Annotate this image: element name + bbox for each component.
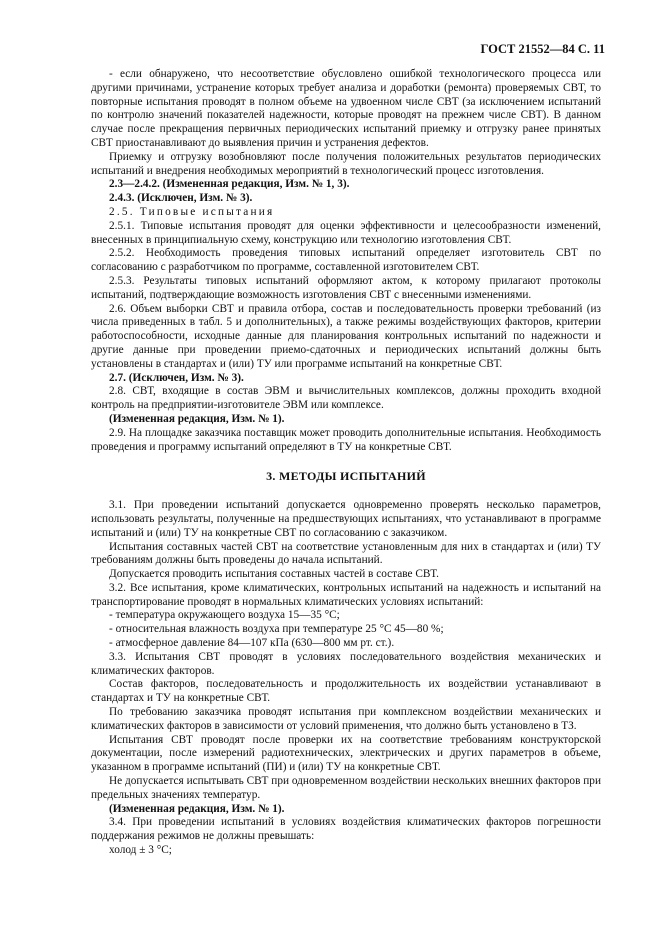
paragraph: По требованию заказчика проводят испытания при комплексном воздействии механических и климатических факторов в зависимости от условий применения, что должно быть установлено в ТЗ. [91, 706, 601, 732]
paragraph: - если обнаружено, что несоответствие обусловлено ошибкой технологического процесса или другими причинами, устранение которых требует анализа и доработки (ремонта) проверяемых СВТ, то повторные испытания проводят в полном объеме на удвоенном числе СВТ (за исключением испытаний по контролю значений показателей надежности, которые проводят на прежнем числе СВТ). В данном случае после прекращения первичных периодических испытаний приемку и отгрузку ранее принятых СВТ приостанавливают до выявления причин и устранения дефектов. [91, 68, 601, 149]
paragraph: Состав факторов, последовательность и продолжительность их воздействии устанавливают в стандартах и ТУ на конкретные СВТ. [91, 678, 601, 705]
amendment-note: 2.3—2.4.2. (Измененная редакция, Изм. № 1, 3). [109, 178, 350, 191]
list-item: - относительная влажность воздуха при температуре 25 °С 45—80 %; [109, 623, 444, 636]
amendment-note: (Измененная редакция, Изм. № 1). [109, 412, 285, 425]
paragraph: Не допускается испытывать СВТ при одновременном воздействии нескольких внешних факторов при предельных значениях температур. [91, 775, 601, 801]
paragraph: 3.1. При проведении испытаний допускается одновременно проверять несколько параметров, использовать результаты, полученные на предшествующих испытаниях, что устанавливают в программе испытаний и (или) ТУ на конкретные СВТ по согласованию с заказчиком. [91, 499, 601, 539]
paragraph: 2.8. СВТ, входящие в состав ЭВМ и вычислительных комплексов, должны проходить входной контроль на предприятии-изготовителе ЭВМ или комплексе. [91, 385, 601, 412]
amendment-note: 2.4.3. (Исключен, Изм. № 3). [109, 192, 253, 205]
list-item: - атмосферное давление 84—107 кПа (630—800 мм рт. ст.). [109, 637, 395, 650]
paragraph: 3.2. Все испытания, кроме климатических, контрольных испытаний на надежность и испытаний на транспортирование проводят в нормальных климатических условиях испытаний: [91, 581, 601, 608]
paragraph: 3.4. При проведении испытаний в условиях воздействия климатических факторов погрешности поддержания режимов не должны превышать: [91, 816, 601, 843]
subsection-heading: 2.5. Типовые испытания [109, 205, 275, 218]
list-item: - температура окружающего воздуха 15—35 °С; [109, 609, 340, 622]
paragraph: 2.6. Объем выборки СВТ и правила отбора, состав и последовательность проверки требований (из числа приведенных в табл. 5 и дополнительных), а также режимы воздействующих факторов, критерии работоспособности, исходные данные для планирования контрольных испытаний по надежности и другие данные при проведении приемо-сдаточных и периодических испытаний должны быть установлены в стандартах и (или) ТУ или программе испытаний на конкретные СВТ. [91, 302, 601, 370]
section-title: 3. МЕТОДЫ ИСПЫТАНИЙ [266, 469, 426, 484]
paragraph: Допускается проводить испытания составных частей в составе СВТ. [109, 568, 439, 581]
paragraph: 2.5.1. Типовые испытания проводят для оценки эффективности и целесообразности изменений, внесенных в принципиальную схему, конструкцию или технологию изготовления СВТ. [91, 219, 601, 246]
document-body [91, 68, 601, 858]
page-header: ГОСТ 21552—84 С. 11 [480, 42, 605, 56]
paragraph: Испытания составных частей СВТ на соответствие установленным для них в стандартах и (или) ТУ требованиям должны быть проведены до начала испытаний. [91, 540, 601, 567]
paragraph: 3.3. Испытания СВТ проводят в условиях последовательного воздействия механических и климатических факторов. [91, 650, 601, 677]
paragraph: 2.5.3. Результаты типовых испытаний оформляют актом, к которому прилагают протоколы испытаний, подтверждающие возможность изготовления СВТ с внесенными изменениями. [91, 274, 601, 301]
paragraph: 2.9. На площадке заказчика поставщик может проводить дополнительные испытания. Необходимость проведения и программу испытаний определяют в ТУ на конкретные СВТ. [91, 426, 601, 453]
amendment-note: (Измененная редакция, Изм. № 1). [109, 802, 285, 815]
amendment-note: 2.7. (Исключен, Изм. № 3). [109, 371, 244, 384]
paragraph: 2.5.2. Необходимость проведения типовых испытаний определяет изготовитель СВТ по согласованию с разработчиком по программе, составленной изготовителем СВТ. [91, 247, 601, 274]
list-item: холод ± 3 °С; [109, 844, 172, 857]
paragraph: Приемку и отгрузку возобновляют после получения положительных результатов периодических испытаний и внедрения необходимых мероприятий в технологический процесс изготовления. [91, 150, 601, 177]
paragraph: Испытания СВТ проводят после проверки их на соответствие требованиям конструкторской документации, после измерений радиотехнических, электрических и других параметров в объеме, указанном в программе испытаний (ПИ) и (или) ТУ на конкретные СВТ. [91, 733, 601, 774]
